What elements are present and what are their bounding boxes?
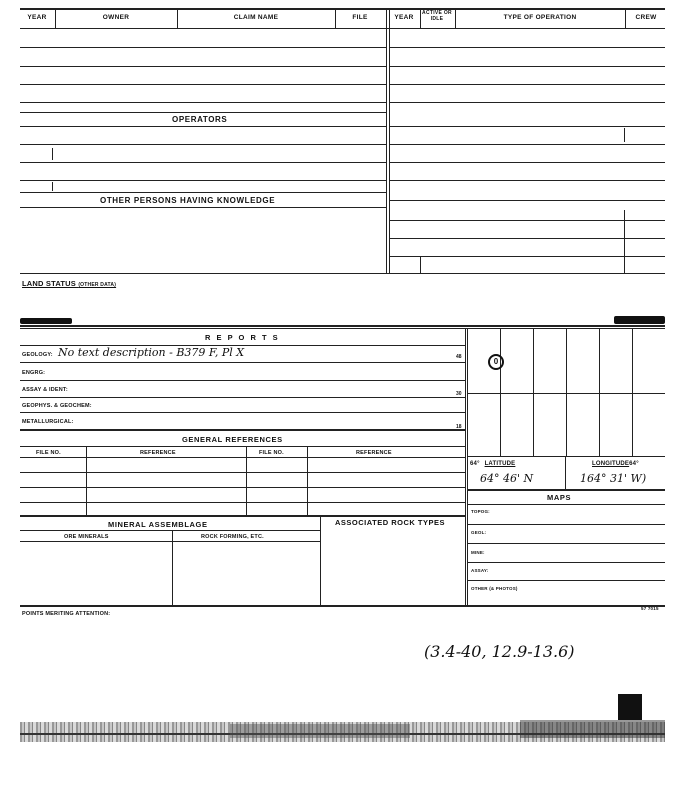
row-line — [390, 66, 665, 67]
row-line — [467, 524, 665, 525]
general-references-title: GENERAL REFERENCES — [182, 435, 283, 444]
col-claim-name-header: CLAIM NAME — [233, 14, 279, 21]
row-line — [467, 504, 665, 505]
geology-num: 48 — [456, 354, 462, 360]
table-top-border — [20, 8, 665, 10]
col-type-operation-header: TYPE OF OPERATION — [503, 14, 577, 21]
section-bottom-border — [20, 605, 665, 607]
col-sep — [565, 456, 566, 489]
scan-smudge — [230, 724, 410, 738]
grid-line — [632, 328, 633, 456]
header-sep — [455, 9, 456, 28]
row-line — [390, 126, 665, 127]
main-divider — [386, 9, 387, 274]
ore-minerals-header: ORE MINERALS — [64, 534, 109, 540]
row-line — [467, 489, 665, 491]
land-status-text: LAND STATUS — [22, 279, 77, 288]
row-line — [390, 144, 665, 145]
row-line — [467, 456, 665, 457]
col-sep — [246, 446, 247, 515]
circle-marker: 0 — [488, 354, 504, 370]
row-line — [20, 429, 465, 431]
row-line — [20, 84, 386, 85]
section-border — [20, 328, 665, 329]
geology-value: No text description - B379 F, Pl X — [58, 346, 245, 359]
header-sep — [177, 9, 178, 28]
associated-rock-types: ASSOCIATED ROCK TYPES — [335, 518, 445, 527]
col-active-idle-header: ACTIVE OR IDLE — [422, 10, 452, 22]
latitude-value: 64° 46' N — [480, 472, 534, 485]
ref-file-no-header: FILE NO. — [36, 450, 61, 456]
col-crew-header: CREW — [635, 14, 657, 21]
row-line — [20, 397, 465, 398]
black-bar-right — [614, 316, 665, 324]
row-line — [20, 126, 386, 127]
tick — [52, 148, 53, 160]
other-persons-title: OTHER PERSONS HAVING KNOWLEDGE — [100, 196, 276, 205]
row-line — [20, 541, 320, 542]
row-line — [390, 180, 665, 181]
geophys-label: GEOPHYS. & GEOCHEM: — [22, 403, 92, 409]
points-meriting-attention: POINTS MERITING ATTENTION: — [22, 611, 111, 617]
col-sep — [307, 446, 308, 515]
row-line — [20, 530, 320, 531]
row-line — [20, 362, 465, 363]
latitude-text: LATITUDE — [484, 461, 516, 467]
maps-title: MAPS — [547, 493, 572, 502]
grid-line — [533, 328, 534, 456]
col-sep — [320, 515, 321, 607]
row-line — [390, 47, 665, 48]
tick — [624, 210, 625, 273]
registration-square — [618, 694, 642, 720]
col-sep — [172, 530, 173, 607]
row-line — [20, 380, 465, 381]
col-year-header: YEAR — [27, 14, 47, 21]
ref-reference-header: REFERENCE — [140, 450, 176, 456]
longitude-value: 164° 31' W) — [580, 472, 647, 485]
row-line — [20, 515, 465, 517]
engrg-label: ENGRG: — [22, 370, 46, 376]
right-panel-border — [465, 328, 466, 607]
row-line — [20, 180, 386, 181]
col-owner-header: OWNER — [102, 14, 130, 21]
scan-smudge — [520, 720, 665, 738]
row-line — [20, 207, 386, 208]
header-sep — [420, 9, 421, 28]
tick — [52, 182, 53, 191]
row-line — [390, 84, 665, 85]
maps-assay: ASSAY: — [471, 568, 489, 573]
header-bottom-border — [20, 28, 665, 29]
tick — [624, 128, 625, 142]
grid-line — [500, 328, 501, 456]
row-line — [20, 112, 386, 113]
form-number: 57 7015 — [641, 606, 659, 611]
row-line — [20, 144, 386, 145]
longitude-text: LONGITUDE — [592, 461, 630, 467]
lat-prefix: 64° — [470, 461, 480, 467]
header-sep — [55, 9, 56, 28]
ref-file-no-header-2: FILE NO. — [259, 450, 284, 456]
tick — [420, 256, 421, 273]
operators-title: OPERATORS — [172, 115, 228, 124]
row-line — [390, 102, 665, 103]
row-line — [467, 580, 665, 581]
row-line — [467, 562, 665, 563]
assay-label: ASSAY & IDENT: — [22, 387, 68, 393]
grid-line — [566, 328, 567, 456]
longitude-label — [592, 461, 639, 467]
grid-line — [599, 328, 600, 456]
row-line — [20, 192, 386, 193]
metallurgical-label: METALLURGICAL: — [22, 419, 74, 425]
assay-num: 30 — [456, 391, 462, 397]
ref-reference-header-2: REFERENCE — [356, 450, 392, 456]
maps-other: OTHER (& PHOTOS) — [471, 586, 518, 591]
header-sep — [335, 9, 336, 28]
latitude-label — [470, 461, 515, 467]
main-divider — [389, 9, 390, 274]
maps-mine: MINE: — [471, 550, 485, 555]
grid-line — [467, 393, 665, 394]
land-status-label — [22, 279, 116, 288]
black-bar-left — [20, 318, 72, 324]
col-sep — [86, 446, 87, 515]
header-sep — [625, 9, 626, 28]
row-line — [20, 66, 386, 67]
maps-topog: TOPOG: — [471, 509, 490, 514]
row-line — [20, 47, 386, 48]
row-line — [390, 162, 665, 163]
lon-suffix: 64° — [629, 461, 639, 467]
mineral-assemblage-title: MINERAL ASSEMBLAGE — [108, 520, 208, 529]
handwritten-note: (3.4-40, 12.9-13.6) — [424, 642, 575, 661]
row-line — [20, 162, 386, 163]
metallurgical-num: 18 — [456, 424, 462, 430]
col-file-header: FILE — [352, 14, 368, 21]
geology-label: GEOLOGY: — [22, 352, 53, 358]
col-year2-header: YEAR — [394, 14, 414, 21]
reports-title: R E P O R T S — [205, 333, 280, 342]
section-border — [20, 325, 665, 327]
row-line — [467, 543, 665, 544]
land-status-sub: (OTHER DATA) — [78, 282, 117, 288]
row-line — [20, 102, 386, 103]
rock-forming-header: ROCK FORMING, ETC. — [201, 534, 264, 540]
right-panel-border — [467, 328, 468, 607]
maps-geol: GEOL: — [471, 530, 487, 535]
row-line — [20, 412, 465, 413]
row-line — [20, 273, 665, 274]
row-line — [390, 200, 665, 201]
